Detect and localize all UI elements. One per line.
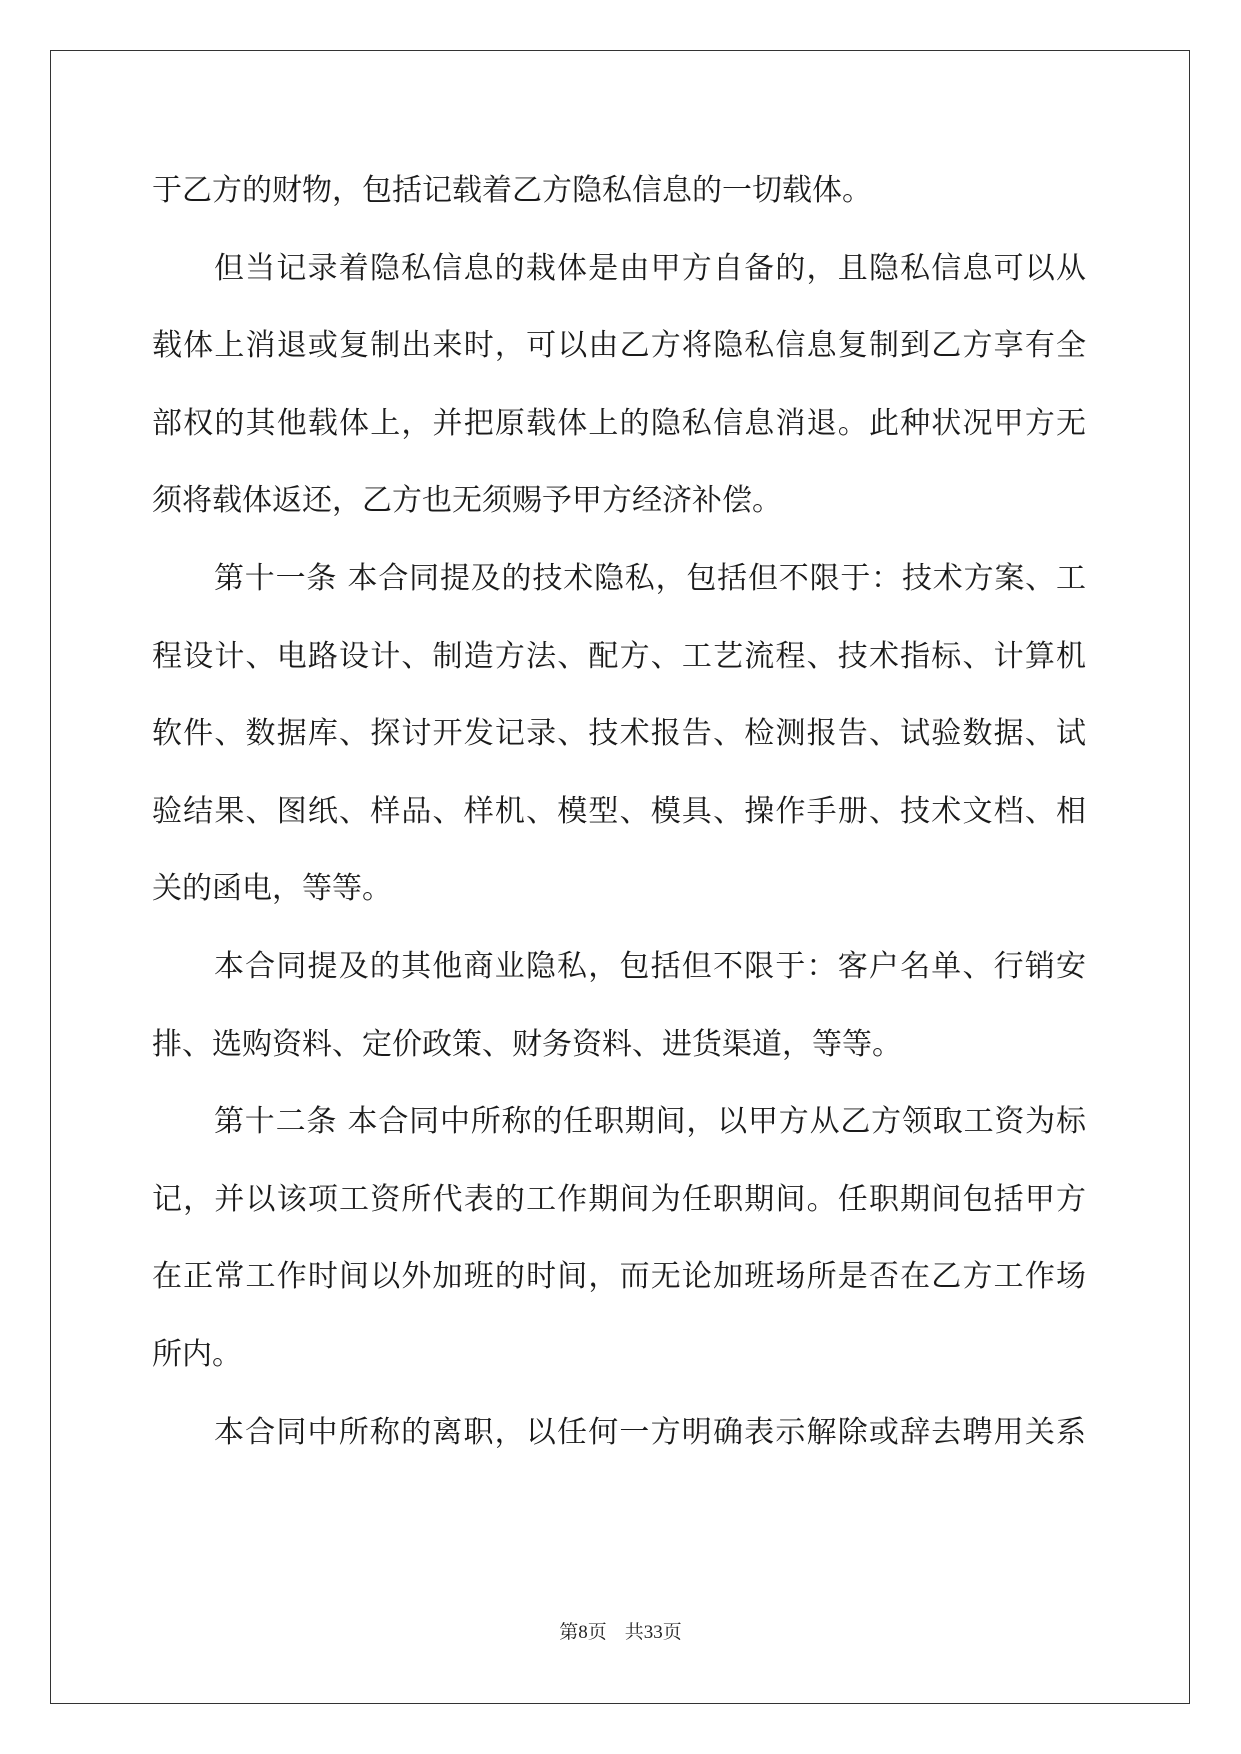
- text-line: 部权的其他载体上，并把原载体上的隐私信息消退。此种状况甲方无: [152, 405, 1086, 441]
- text-line: 于乙方的财物，包括记载着乙方隐私信息的一切载体。: [152, 173, 872, 208]
- total-pages: 共33页: [624, 1622, 682, 1643]
- text-line: 验结果、图纸、样品、样机、模型、模具、操作手册、技术文档、相: [152, 793, 1086, 829]
- page-number: 第8页: [559, 1622, 607, 1643]
- text-line: 载体上消退或复制出来时，可以由乙方将隐私信息复制到乙方享有全: [152, 328, 1086, 364]
- text-line: 关的函电，等等。: [152, 871, 392, 907]
- text-line: 本合同中所称的离职，以任何一方明确表示解除或辞去聘用关系: [214, 1414, 1086, 1450]
- text-line: 第十二条 本合同中所称的任职期间，以甲方从乙方领取工资为标: [214, 1104, 1086, 1140]
- text-line: 程设计、电路设计、制造方法、配方、工艺流程、技术指标、计算机: [152, 638, 1086, 674]
- page-footer: [0, 1617, 1241, 1644]
- text-line: 须将载体返还，乙方也无须赐予甲方经济补偿。: [152, 483, 782, 519]
- text-line: 软件、数据库、探讨开发记录、技术报告、检测报告、试验数据、试: [152, 716, 1086, 752]
- text-line: 但当记录着隐私信息的栽体是由甲方自备的，且隐私信息可以从: [214, 250, 1086, 286]
- text-line: 在正常工作时间以外加班的时间，而无论加班场所是否在乙方工作场: [152, 1259, 1086, 1295]
- document-body: [152, 152, 1086, 1471]
- text-line: 排、选购资料、定价政策、财务资料、进货渠道，等等。: [152, 1026, 902, 1062]
- text-line: 第十一条 本合同提及的技术隐私，包括但不限于：技术方案、工: [214, 560, 1086, 596]
- text-line: 所内。: [152, 1336, 242, 1372]
- text-line: 本合同提及的其他商业隐私，包括但不限于：客户名单、行销安: [214, 948, 1086, 984]
- text-line: 记，并以该项工资所代表的工作期间为任职期间。任职期间包括甲方: [152, 1181, 1086, 1217]
